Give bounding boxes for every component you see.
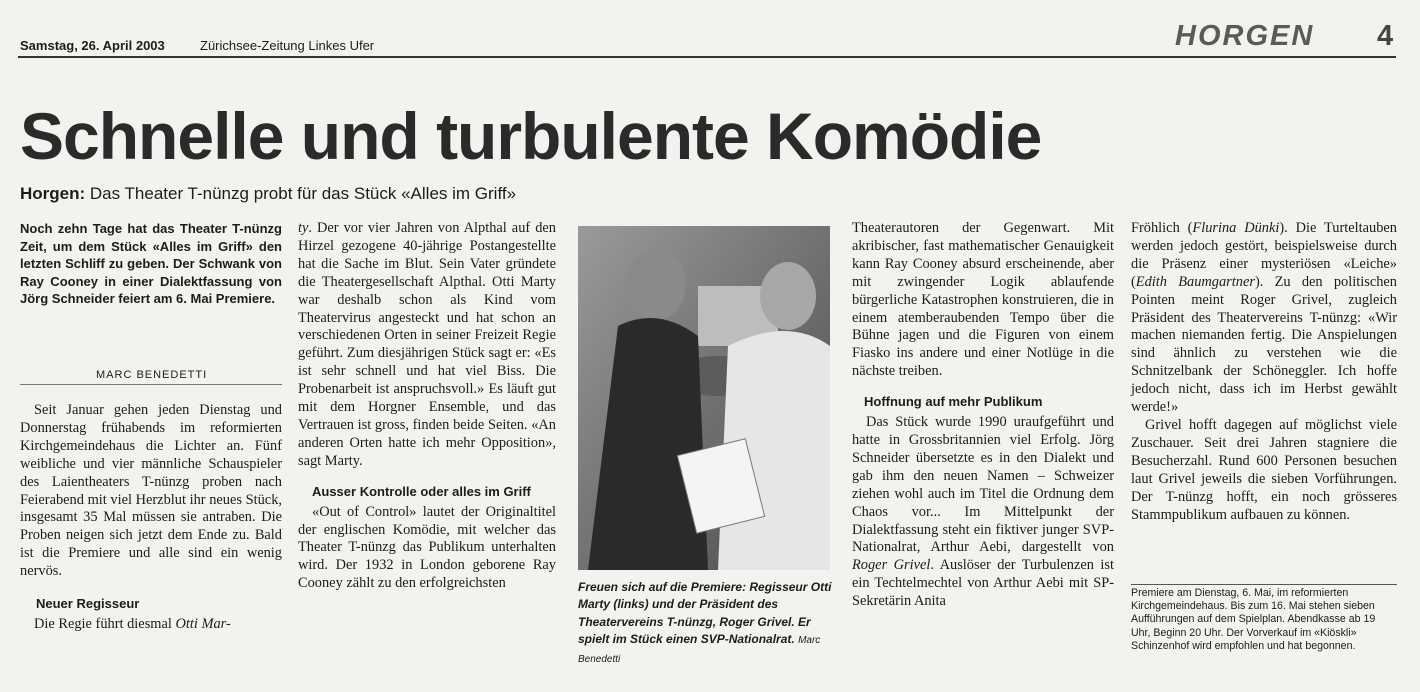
body-paragraph [298,220,556,471]
person-name: Flurina Dünki [1192,220,1280,236]
lead-paragraph: Noch zehn Tage hat das Theater T-nünzg Zeit, um dem Stück «Alles im Griff» den letzten Schliff zu geben. Der Schwank von Ray Cooney in einer Dialektfassung von Jörg Schneider feiert am 6. Mai Premiere. [20,221,282,307]
body-paragraph: «Out of Control» lautet der Originaltitel der englischen Komödie, mit welcher das Theater T-nünzg das Publikum unterhalten wird. Der 1932 in London geborene Ray Cooney zählt zu den erfolgreichsten [298,503,556,592]
photo-caption [578,579,836,668]
headline: Schnelle und turbulente Komödie [20,99,1042,173]
section-title: HORGEN [1175,20,1315,52]
body-text: . Der vor vier Jahren von Alpthal auf den Hirzel gezogene 40-jährige Postangestellte hat die Sache im Blut. Sein Vater gründete die Theatergesellschaft Alpthal. Otti Marty war deshalb schon als Kind vom Theatervirus angesteckt und hat schon an verschiedenen Orten in seiner Freizeit Regie geführt. Zum diesjährigen Stück sagt er: «Es ist sehr schnell und hat viel Biss. Die Probenarbeit ist anspruchsvoll.» Es läuft gut mit dem Horgner Ensemble, und das Vertrauen ist gross, finden beide Seiten. «An anderen Orten hatte ich mehr Opposition», sagt Marty. [298,220,556,469]
body-text: Das Stück wurde 1990 uraufgeführt und hatte in Grossbritannien viel Erfolg. Jörg Schneider übersetzte es in den Dialekt und gab ihm den neuen Namen – Schweizer ziehen wohl auch im Titel die Ordnung dem Chaos vor... Im Mittelpunkt der Dialektfassung steht ein fiktiver junger SVP-Nationalrat, Arthur Aebi, dargestellt von [852,414,1114,556]
person-name: Edith Baumgartner [1135,273,1255,290]
byline: MARC BENEDETTI [96,369,208,381]
subheading: Ausser Kontrolle oder alles im Griff [312,483,531,499]
body-paragraph [852,414,1114,611]
byline-rule [20,384,282,385]
column-2 [298,220,556,593]
column-4 [1131,220,1397,524]
body-paragraph: Grivel hofft dagegen auf möglichst viele Zuschauer. Seit drei Jahren stagniere die Besucherzahl. Rund 600 Personen besuchen laut Grivel jeweils die sieben Vorführungen. Der T-nünzg hofft, ein noch grösseres Stammpublikum aufbauen zu können. [1131,416,1397,523]
masthead-rule [18,56,1396,58]
kicker [20,184,516,204]
person-name: Otti Mar- [175,615,231,632]
body-text: . Auslöser der Turbulenzen ist ein Techtelmechtel von Arthur Aebi mit SP-Sekretärin Anita [852,557,1115,610]
body-text: ). Die Turteltauben werden jedoch gestört, beispielsweise durch die Präsenz einer mysteriösen «Leiche» ( [1131,220,1397,290]
publication-name: Zürichsee-Zeitung Linkes Ufer [200,38,375,53]
photo-illustration [578,226,830,570]
body-text: Die Regie führt diesmal [34,615,176,632]
body-text: Fröhlich ( [1131,220,1193,236]
person-name: Roger Grivel [852,557,931,574]
column-1 [20,402,282,634]
body-paragraph [20,616,282,634]
event-info-box: Premiere am Dienstag, 6. Mai, im reformierten Kirchgemeindehaus. Bis zum 16. Mai stehen sieben Aufführungen auf dem Spielplan. Abendkasse ab 19 Uhr, Beginn 20 Uhr. Der Vorverkauf im «Kiöskli» Schinzenhof wird empfohlen und hat begonnen. [1131,584,1397,653]
page-number: 4 [1377,20,1394,52]
body-paragraph: Theaterautoren der Gegenwart. Mit akribischer, fast mathematischer Genauigkeit kann Ray Cooney absurd erscheinende, aber mit zwingender Logik ablaufende bürgerliche Katastrophen konstruieren, die in einem atemberaubenden Tempo über die Bühne jagen und die Figuren von einem Fiasko ins andere und einer Notlüge in die nächste treiben. [852,220,1114,380]
caption-text: Freuen sich auf die Premiere: Regisseur Otti Marty (links) und der Präsident des Theatervereins T-nünzg, Roger Grivel. Er spielt im Stück einen SVP-Nationalrat. [578,580,832,647]
subheading: Neuer Regisseur [36,596,140,612]
body-text: ). Zu den politischen Pointen meint Roger Grivel, zugleich Präsident des Theatervereins T-nünzg: «Wir machen niemanden fertig. Die Anspielungen sind ähnlich zu verstehen wie die Schnitzelbank der Schöneggler. Ich hoffe jedoch nicht, dass ich im Herbst gewählt werde!» [1131,273,1397,416]
article-photo [578,226,830,570]
photo-credit: Marc Benedetti [578,635,821,665]
person-name: ty [298,220,309,236]
body-paragraph: Seit Januar gehen jeden Dienstag und Donnerstag frühabends im reformierten Kirchgemeindehaus die Lichter an. Fünf weibliche und vier männliche Schauspieler des Laientheaters T-nünzg proben nach Feierabend mit viel Herzblut ihr neues Stück, insgesamt 35 Mal müssen sie antraben. Die Proben neigen sich jetzt dem Ende zu. Bald ist die Premiere und alle sind ein wenig nervös. [20,402,282,580]
subheading: Hoffnung auf mehr Publikum [864,394,1043,410]
issue-date: Samstag, 26. April 2003 [20,38,165,53]
kicker-text: Das Theater T-nünzg probt für das Stück «Alles im Griff» [85,184,517,203]
kicker-place: Horgen: [20,184,86,203]
column-3 [852,220,1114,611]
body-paragraph [1131,220,1397,417]
